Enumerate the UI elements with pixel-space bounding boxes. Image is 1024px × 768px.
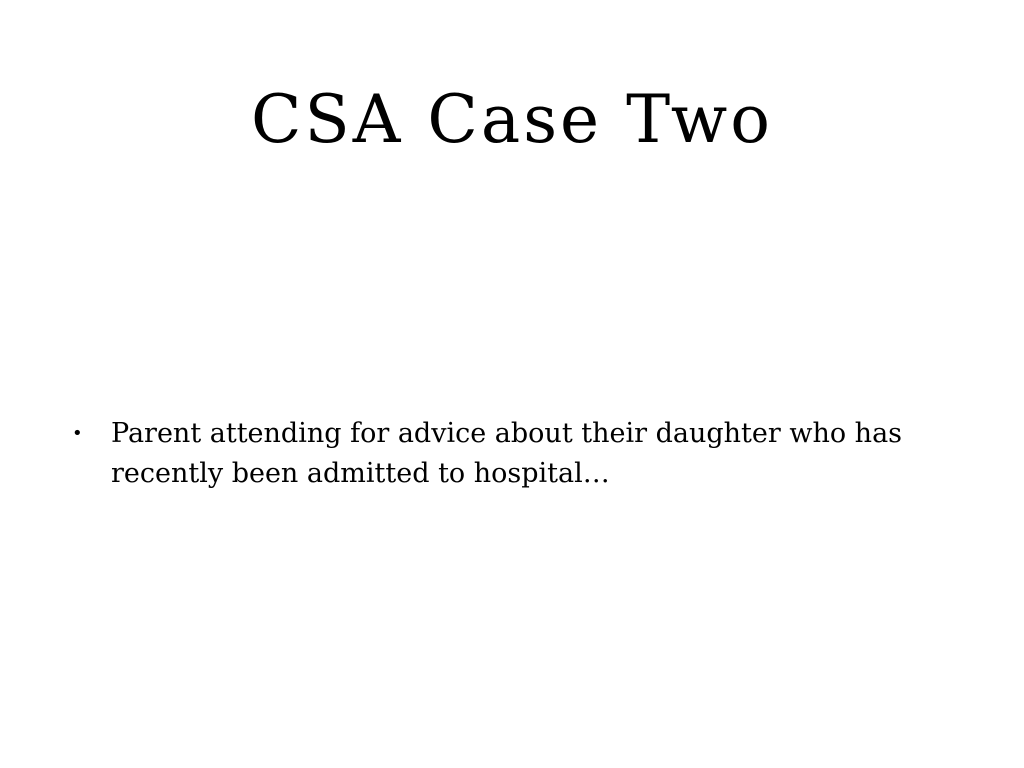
bullet-marker: • (72, 423, 83, 444)
bullet-item (72, 414, 952, 494)
bullet-text: Parent attending for advice about their daughter who has recently been admitted to hospital… (111, 418, 903, 489)
bullet-list (72, 414, 952, 494)
slide-title: CSA Case Two (250, 81, 773, 158)
